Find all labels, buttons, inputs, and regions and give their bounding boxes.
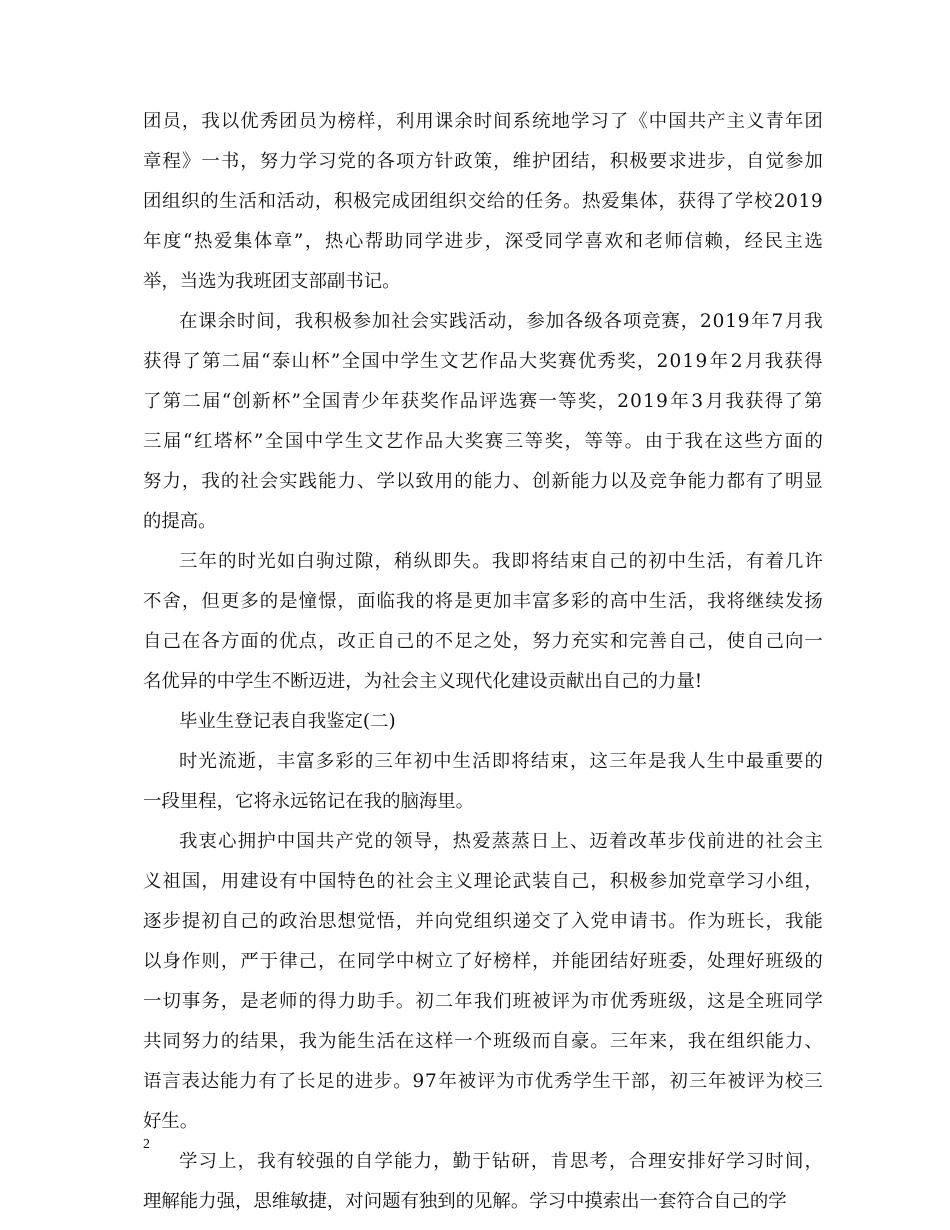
text-line: 时 光 流 逝 ， 丰 富 多 彩 的 三 年 初 中 生 活 即 将 结 束 ， 这 三 年 是 我 人 生 中 最 重 要 的 (179, 751, 823, 772)
page-number: 2 (143, 1137, 150, 1152)
paragraph (143, 742, 823, 822)
text-line: 自 己 在 各 方 面 的 优 点 ， 改 正 自 己 的 不 足 之 处 ， 努 力 充 实 和 完 善 自 己 ， 使 自 己 向 一 (143, 631, 823, 652)
text-line: 团 员 ， 我 以 优 秀 团 员 为 榜 样 ， 利 用 课 余 时 间 系 统 地 学 习 了 《 中 国 共 产 主 义 青 年 团 (143, 111, 823, 132)
paragraph (143, 102, 823, 302)
text-line: 理解能力强，思维敏捷，对问题有独到的见解。学习中摸索出一套符合自己的学 (143, 1191, 787, 1212)
text-line: 不 舍 ， 但 更 多 的 是 憧 憬 ， 面 临 我 的 将 是 更 加 丰 富 多 彩 的 高 中 生 活 ， 我 将 继 续 发 扬 (143, 591, 823, 612)
text-line: 一 切 事 务 ， 是 老 师 的 得 力 助 手 。 初 二 年 我 们 班 被 评 为 市 优 秀 班 级 ， 这 是 全 班 同 学 (143, 991, 823, 1012)
paragraph (143, 1142, 823, 1222)
text-line: 三 届 “ 红 塔 杯 ” 全 国 中 学 生 文 艺 作 品 大 奖 赛 三 等 奖 ， 等 等 。 由 于 我 在 这 些 方 面 的 (143, 431, 823, 452)
text-line: 名优异的中学生不断迈进，为社会主义现代化建设贡献出自己的力量! (143, 671, 703, 692)
text-line: 在 课 余 时 间 ， 我 积 极 参 加 社 会 实 践 活 动 ， 参 加 各 级 各 项 竞 赛 ， 2 0 1 9 年 7 月 我 (179, 311, 823, 332)
text-line: 三 年 的 时 光 如 白 驹 过 隙 ， 稍 纵 即 失 。 我 即 将 结 束 自 己 的 初 中 生 活 ， 有 着 几 许 (179, 551, 823, 572)
text-line: 学 习 上 ， 我 有 较 强 的 自 学 能 力 ， 勤 于 钻 研 ， 肯 思 考 ， 合 理 安 排 好 学 习 时 间 ， (179, 1151, 823, 1172)
text-line: 获 得 了 第 二 届 “ 泰 山 杯 ” 全 国 中 学 生 文 艺 作 品 大 奖 赛 优 秀 奖 ， 2 0 1 9 年 2 月 我 获 得 (143, 351, 823, 372)
paragraph (143, 822, 823, 1142)
text-line: 举，当选为我班团支部副书记。 (143, 271, 401, 292)
text-line: 语 言 表 达 能 力 有 了 长 足 的 进 步 。 9 7 年 被 评 为 市 优 秀 学 生 干 部 ， 初 三 年 被 评 为 校 三 (143, 1071, 823, 1092)
text-line: 一段里程，它将永远铭记在我的脑海里。 (143, 791, 475, 812)
text-line: 义 祖 国 ， 用 建 设 有 中 国 特 色 的 社 会 主 义 理 论 武 装 自 己 ， 积 极 参 加 党 章 学 习 小 组 ， (143, 871, 823, 892)
text-line: 的提高。 (143, 511, 217, 532)
text-line: 毕业生登记表自我鉴定(二) (179, 711, 396, 732)
text-line: 逐 步 提 初 自 己 的 政 治 思 想 觉 悟 ， 并 向 党 组 织 递 交 了 入 党 申 请 书 。 作 为 班 长 ， 我 能 (143, 911, 823, 932)
text-line: 了 第 二 届 “ 创 新 杯 ” 全 国 青 少 年 获 奖 作 品 评 选 赛 一 等 奖 ， 2 0 1 9 年 3 月 我 获 得 了 第 (143, 391, 823, 412)
text-line: 年 度 “ 热 爱 集 体 章 ” ， 热 心 帮 助 同 学 进 步 ， 深 受 同 学 喜 欢 和 老 师 信 赖 ， 经 民 主 选 (143, 231, 823, 252)
text-line: 我 衷 心 拥 护 中 国 共 产 党 的 领 导 ， 热 爱 蒸 蒸 日 上 、 迈 着 改 革 步 伐 前 进 的 社 会 主 (179, 831, 823, 852)
text-line: 章 程 》 一 书 ， 努 力 学 习 党 的 各 项 方 针 政 策 ， 维 护 团 结 ， 积 极 要 求 进 步 ， 自 觉 参 加 (143, 151, 823, 172)
text-line: 好生。 (143, 1111, 199, 1132)
text-line: 共 同 努 力 的 结 果 ， 我 为 能 生 活 在 这 样 一 个 班 级 而 自 豪 。 三 年 来 ， 我 在 组 织 能 力 、 (143, 1031, 823, 1052)
paragraph (143, 302, 823, 542)
paragraph (143, 542, 823, 702)
paragraph (143, 702, 823, 742)
body-text (143, 102, 823, 1222)
text-line: 努 力 ， 我 的 社 会 实 践 能 力 、 学 以 致 用 的 能 力 、 创 新 能 力 以 及 竞 争 能 力 都 有 了 明 显 (143, 471, 823, 492)
text-line: 以 身 作 则 ， 严 于 律 己 ， 在 同 学 中 树 立 了 好 榜 样 ， 并 能 团 结 好 班 委 ， 处 理 好 班 级 的 (143, 951, 823, 972)
text-line: 团 组 织 的 生 活 和 活 动 ， 积 极 完 成 团 组 织 交 给 的 任 务 。 热 爱 集 体 ， 获 得 了 学 校 2 0 1 9 (143, 191, 823, 212)
